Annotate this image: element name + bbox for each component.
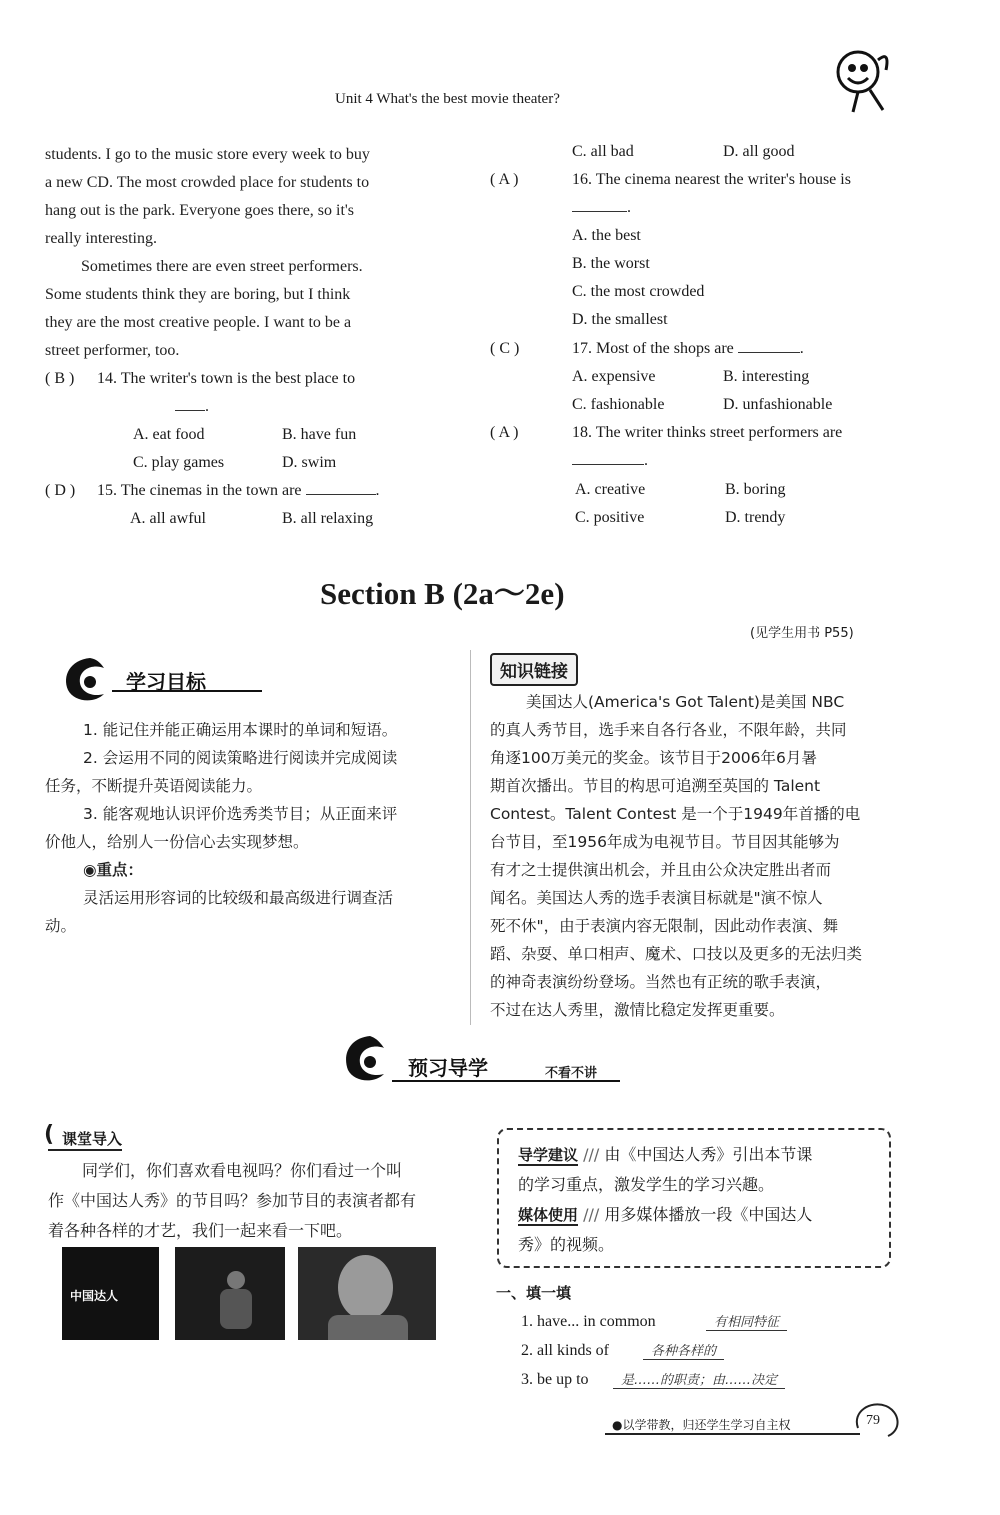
option-18c: C. positive [575,509,645,526]
answer-14: ( B ) [45,370,75,387]
question-18-blank: . [572,447,648,475]
question-14: ( B ) 14. The writer's town is the best place to [45,365,355,393]
preview-subtitle: 不看不讲 [545,1066,598,1081]
question-16-blank: . [572,194,631,222]
photo-caption: 中国达人 [70,1289,119,1303]
answer-18: ( A ) [490,424,519,441]
unit-title: Unit 4 What's the best movie theater? [335,91,560,107]
footer-slogan: ●以学带教，归还学生学习自主权 [612,1418,791,1432]
option-16c: C. the most crowded [572,283,705,300]
fill-title: 一、填一填 [496,1284,572,1302]
objective-item: 2. 会运用不同的阅读策略进行阅读并完成阅读 [83,749,398,767]
section-title: Section B (2a～2e) [320,576,565,611]
question-18: ( A ) 18. The writer thinks street performers are [490,419,842,447]
flame-swirl-icon [340,1032,400,1088]
key-point-text: 动。 [45,917,77,935]
show-photo-logo [62,1247,159,1340]
key-point-label: ◉重点： [83,861,144,879]
objectives-banner [60,654,260,706]
guide-note-content: 导学建议 /// 由《中国达人秀》引出本节课 的学习重点，激发学生的学习兴趣。 媒体使用 /// 用多媒体播放一段《中国达人 秀》的视频。 [518,1145,813,1254]
question-15: ( D ) 15. The cinemas in the town are . [45,477,380,505]
option-18d: D. trendy [725,509,786,526]
page-swirl-icon [850,1398,910,1442]
question-17: ( C ) 17. Most of the shops are . [490,335,804,363]
fill-item: 3. be up to 是……的职责；由……决定 [521,1366,787,1395]
intro-text: 同学们，你们喜欢看电视吗？你们看过一个叫 作《中国达人秀》的节目吗？参加节目的表演者都有 着各种各样的才艺，我们一起来看一下吧。 [48,1161,417,1240]
intro-tag: ( 课堂导入 [48,1128,122,1151]
option-17b: B. interesting [723,368,810,385]
objective-item: 任务，不断提升英语阅读能力。 [45,777,263,795]
option-15a: A. all awful [130,510,206,527]
option-14b: B. have fun [282,426,357,443]
fill-item: 1. have... in common 有相同特征 [521,1308,787,1337]
question-16: ( A ) 16. The cinema nearest the writer's house is [490,166,851,194]
student-book-ref: (见学生用书 P55) [750,626,854,641]
passage-line: Some students think they are boring, but I think [45,286,351,303]
objective-item: 价他人，给别人一份信心去实现梦想。 [45,833,309,851]
option-16d: D. the smallest [572,311,668,328]
objectives-title: 学习目标 [126,670,206,694]
option-14a: A. eat food [133,426,205,443]
question-14-blank: . [175,393,209,421]
fill-item: 2. all kinds of 各种各样的 [521,1337,787,1366]
option-17a: A. expensive [572,368,656,385]
option-17d: D. unfashionable [723,396,833,413]
column-divider [470,650,471,1025]
passage-line: hang out is the park. Everyone goes there, so it's [45,202,355,219]
option-18a: A. creative [575,481,646,498]
option-15d: D. all good [723,143,795,160]
objective-item: 3. 能客观地认识评价选秀类节目；从正面来评 [83,805,398,823]
page-number: 79 [866,1413,880,1428]
key-point-text: 灵活运用形容词的比较级和最高级进行调查活 [83,889,394,907]
media-use-tag: 媒体使用 [518,1206,579,1224]
passage-line: they are the most creative people. I want to be a [45,314,352,331]
passage-line: students. I go to the music store every week to buy [45,146,370,163]
objectives-list [45,716,460,940]
passage-line: street performer, too. [45,342,180,359]
option-16b: B. the worst [572,255,650,272]
answer-16: ( A ) [490,171,519,188]
answer-17: ( C ) [490,340,520,357]
passage-line: a new CD. The most crowded place for students to [45,174,370,191]
passage-line: really interesting. [45,230,157,247]
guide-suggestion-tag: 导学建议 [518,1146,579,1164]
option-18b: B. boring [725,481,786,498]
preview-banner [340,1030,630,1090]
knowledge-link-tag: 知识链接 [490,653,578,686]
reading-passage [45,141,455,365]
objective-item: 1. 能记住并能正确运用本课时的单词和短语。 [83,721,398,739]
option-15b: B. all relaxing [282,510,374,527]
passage-line: Sometimes there are even street performers. [81,258,363,275]
mascot-icon [828,40,898,120]
flame-swirl-icon [60,654,120,706]
show-photo-singer [298,1247,436,1340]
answer-15: ( D ) [45,482,76,499]
knowledge-text: 美国达人(America's Got Talent)是美国 NBC 的真人秀节目，选手来自各行各业，不限年龄，共同 角逐100万美元的奖金。该节目于2006年6月暑 期首次播出。节目的构思可追溯至英国的 Talent Contest。Talent Contest 是一个于1949年首播的电 台节目，至1956年成为电视节目。节目因其能够为 有才之士提供演出机会，并且由公众决定胜出者而 闻名。美国达人秀的选手表演目标就是"演不惊人 死不休"，由于表演内容无限制，因此动作表演、舞 蹈、杂耍、单口相声、魔术、口技以及更多的无法归类 的神奇表演纷纷登场。当然也有正统的歌手表演， 不过在达人秀里，激情比稳定发挥更重要。 [490,693,863,1019]
preview-title: 预习导学 [408,1056,488,1080]
option-17c: C. fashionable [572,396,665,413]
option-14c: C. play games [133,454,225,471]
option-15c: C. all bad [572,143,634,160]
option-14d: D. swim [282,454,337,471]
show-photo-performer [175,1247,285,1340]
fill-list [521,1308,787,1395]
option-16a: A. the best [572,227,641,244]
